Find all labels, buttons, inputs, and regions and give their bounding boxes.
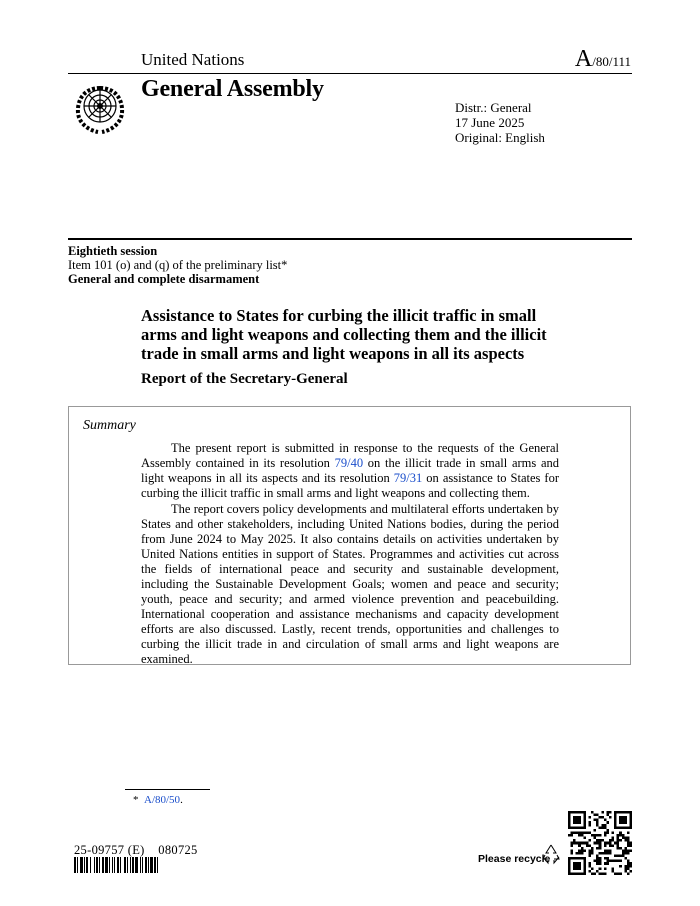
qr-module — [578, 844, 581, 847]
qr-module — [591, 847, 594, 850]
qr-module — [571, 842, 574, 845]
qr-finder — [619, 816, 627, 824]
qr-module — [624, 839, 627, 842]
qr-module — [629, 842, 632, 845]
qr-module — [576, 842, 579, 845]
qr-module — [604, 831, 607, 834]
qr-module — [571, 849, 574, 852]
qr-module — [604, 852, 607, 855]
qr-module — [599, 844, 602, 847]
qr-module — [571, 834, 574, 837]
qr-module — [604, 842, 607, 845]
qr-module — [596, 862, 599, 865]
qr-module — [629, 849, 632, 852]
qr-module — [576, 852, 579, 855]
qr-finder — [573, 816, 581, 824]
recycle-label: Please recycle — [478, 853, 551, 865]
qr-module — [596, 821, 599, 824]
qr-module — [599, 867, 602, 870]
qr-module — [588, 831, 591, 834]
qr-module — [606, 814, 609, 817]
distribution-info — [455, 100, 532, 130]
qr-module — [583, 831, 586, 834]
qr-module — [596, 839, 599, 842]
qr-module — [596, 814, 599, 817]
footnote — [133, 794, 183, 806]
summary-text: on assistance to States for curbing the illicit traffic in small arms and light weapons and collecting them. — [141, 471, 560, 500]
document-symbol — [575, 46, 631, 73]
report-subtitle: Report of the Secretary-General — [141, 371, 348, 387]
qr-module — [606, 831, 609, 834]
qr-module — [601, 824, 604, 827]
qr-module — [606, 862, 609, 865]
qr-module — [604, 844, 607, 847]
symbol-suffix: /80/111 — [592, 54, 631, 69]
qr-module — [581, 834, 584, 837]
qr-module — [573, 831, 576, 834]
qr-module — [591, 849, 594, 852]
qr-module — [591, 811, 594, 814]
qr-module — [617, 844, 620, 847]
qr-module — [578, 842, 581, 845]
qr-module — [629, 844, 632, 847]
qr-module — [588, 865, 591, 868]
qr-module — [617, 860, 620, 863]
qr-module — [588, 816, 591, 819]
qr-module — [588, 821, 591, 824]
qr-module — [609, 816, 612, 819]
summary-heading: Summary — [83, 418, 136, 433]
summary-paragraph-2: The report covers policy developments and multilateral efforts undertaken by States and other stakeholders, including United Nations bodies, during the period from June 2024 to May 2025. It also contains details on activities undertaken by United Nations entities in support of States. Programmes and activities cut across the fields of international peace and security and sustainable development, including the Sustainable Development Goals; women and peace and security; youth, peace and security; and armed violence prevention and peacebuilding. International cooperation and assistance mechanisms and capacity development efforts are also discussed. Lastly, recent trends, opportunities and challenges to curbing the illicit trade in and circulation of small arms and light weapons are examined. — [141, 502, 559, 666]
qr-module — [594, 837, 597, 840]
qr-module — [624, 847, 627, 850]
summary-paragraph-1 — [141, 441, 559, 501]
qr-module — [596, 855, 599, 858]
qr-module — [619, 872, 622, 875]
qr-module — [604, 819, 607, 822]
qr-module — [573, 839, 576, 842]
qr-module — [622, 852, 625, 855]
report-title: Assistance to States for curbing the illicit traffic in small arms and light weapons and collecting them and the illicit trade in small arms and light weapons in all its aspects — [141, 306, 547, 363]
qr-module — [624, 870, 627, 873]
qr-module — [573, 842, 576, 845]
qr-module — [619, 855, 622, 858]
qr-module — [627, 852, 630, 855]
issue-date: 17 June 2025 — [455, 115, 525, 130]
summary-text: on the illicit trade in small arms and light weapons in all its aspects and its resolution — [141, 456, 559, 485]
qr-module — [617, 834, 620, 837]
document-number: 25-09757 (E) 080725 — [74, 843, 198, 857]
symbol-prefix: A — [574, 46, 593, 72]
qr-module — [627, 842, 630, 845]
qr-module — [588, 824, 591, 827]
qr-module — [627, 844, 630, 847]
qr-module — [606, 811, 609, 814]
qr-module — [622, 849, 625, 852]
qr-module — [609, 849, 612, 852]
qr-module — [578, 834, 581, 837]
qr-module — [571, 852, 574, 855]
qr-module — [622, 855, 625, 858]
qr-module — [612, 867, 615, 870]
qr-module — [609, 839, 612, 842]
qr-module — [627, 860, 630, 863]
qr-module — [601, 872, 604, 875]
qr-module — [599, 834, 602, 837]
qr-module — [617, 839, 620, 842]
qr-module — [594, 819, 597, 822]
qr-module — [617, 837, 620, 840]
qr-module — [581, 842, 584, 845]
agenda-item: Item 101 (o) and (q) of the preliminary list* — [68, 258, 288, 272]
qr-module — [619, 860, 622, 863]
qr-module — [596, 819, 599, 822]
resolution-link-79-40[interactable]: 79/40 — [334, 456, 364, 470]
qr-module — [627, 849, 630, 852]
qr-module — [604, 857, 607, 860]
qr-module — [594, 834, 597, 837]
distribution-line: Distr.: General — [455, 100, 532, 115]
qr-module — [627, 865, 630, 868]
qr-module — [586, 844, 589, 847]
qr-module — [619, 831, 622, 834]
qr-module — [617, 872, 620, 875]
qr-module — [622, 837, 625, 840]
qr-module — [586, 842, 589, 845]
qr-module — [627, 872, 630, 875]
qr-module — [596, 860, 599, 863]
qr-module — [599, 852, 602, 855]
qr-code-icon — [568, 811, 632, 875]
qr-module — [617, 855, 620, 858]
barcode — [74, 857, 194, 873]
qr-module — [619, 834, 622, 837]
organ-title: General Assembly — [141, 76, 324, 102]
qr-module — [609, 860, 612, 863]
qr-module — [588, 870, 591, 873]
qr-module — [583, 842, 586, 845]
qr-module — [627, 867, 630, 870]
qr-module — [588, 844, 591, 847]
qr-module — [594, 842, 597, 845]
qr-module — [588, 839, 591, 842]
qr-module — [591, 867, 594, 870]
qr-module — [601, 852, 604, 855]
qr-module — [601, 816, 604, 819]
qr-module — [604, 862, 607, 865]
qr-module — [624, 867, 627, 870]
qr-module — [604, 867, 607, 870]
qr-finder — [573, 862, 581, 870]
qr-module — [571, 844, 574, 847]
qr-module — [596, 834, 599, 837]
session-name: Eightieth session — [68, 244, 158, 258]
qr-module — [604, 826, 607, 829]
qr-module — [612, 839, 615, 842]
qr-module — [571, 831, 574, 834]
qr-module — [581, 831, 584, 834]
qr-module — [612, 860, 615, 863]
qr-module — [619, 839, 622, 842]
qr-module — [617, 842, 620, 845]
qr-module — [614, 842, 617, 845]
qr-module — [606, 821, 609, 824]
qr-module — [599, 862, 602, 865]
qr-module — [581, 849, 584, 852]
qr-module — [612, 870, 615, 873]
qr-module — [606, 860, 609, 863]
qr-module — [629, 862, 632, 865]
qr-module — [599, 860, 602, 863]
recycle-icon — [540, 843, 562, 865]
qr-module — [612, 837, 615, 840]
qr-module — [594, 860, 597, 863]
un-emblem-icon — [70, 78, 130, 138]
qr-module — [601, 826, 604, 829]
qr-module — [622, 834, 625, 837]
qr-module — [624, 849, 627, 852]
footnote-marker: * — [133, 794, 139, 806]
qr-module — [601, 839, 604, 842]
qr-module — [591, 872, 594, 875]
qr-module — [588, 852, 591, 855]
qr-module — [606, 829, 609, 832]
qr-module — [596, 824, 599, 827]
qr-module — [596, 847, 599, 850]
qr-module — [627, 831, 630, 834]
qr-module — [609, 852, 612, 855]
qr-module — [604, 872, 607, 875]
qr-module — [594, 872, 597, 875]
qr-module — [583, 837, 586, 840]
qr-module — [609, 844, 612, 847]
barcode-bar — [158, 857, 160, 873]
qr-module — [583, 849, 586, 852]
qr-module — [604, 834, 607, 837]
footnote-end: . — [180, 794, 183, 806]
qr-module — [578, 852, 581, 855]
qr-module — [619, 865, 622, 868]
qr-module — [614, 872, 617, 875]
qr-module — [624, 837, 627, 840]
agenda-topic: General and complete disarmament — [68, 272, 260, 286]
qr-module — [627, 839, 630, 842]
qr-module — [586, 831, 589, 834]
qr-module — [624, 857, 627, 860]
qr-module — [606, 849, 609, 852]
qr-module — [617, 847, 620, 850]
qr-module — [629, 870, 632, 873]
qr-module — [606, 852, 609, 855]
summary-text: The present report is submitted in response to the requests of the General Assembly contained in its resolution — [141, 441, 559, 470]
resolution-link-79-31[interactable]: 79/31 — [393, 471, 423, 485]
footnote-rule — [125, 789, 210, 790]
qr-module — [624, 865, 627, 868]
qr-module — [609, 842, 612, 845]
qr-module — [604, 849, 607, 852]
qr-module — [627, 862, 630, 865]
qr-module — [596, 857, 599, 860]
qr-module — [612, 831, 615, 834]
qr-module — [606, 857, 609, 860]
qr-module — [599, 842, 602, 845]
qr-module — [624, 852, 627, 855]
qr-module — [581, 852, 584, 855]
qr-module — [594, 814, 597, 817]
qr-module — [588, 849, 591, 852]
qr-module — [576, 831, 579, 834]
qr-module — [578, 849, 581, 852]
qr-module — [627, 837, 630, 840]
qr-module — [614, 860, 617, 863]
qr-module — [606, 842, 609, 845]
qr-module — [599, 872, 602, 875]
qr-module — [601, 811, 604, 814]
qr-module — [599, 816, 602, 819]
qr-module — [578, 831, 581, 834]
qr-module — [596, 842, 599, 845]
qr-module — [588, 862, 591, 865]
qr-module — [599, 857, 602, 860]
qr-module — [568, 834, 571, 837]
header-rule — [68, 73, 632, 74]
qr-module — [614, 855, 617, 858]
qr-module — [599, 826, 602, 829]
qr-module — [609, 811, 612, 814]
qr-module — [591, 852, 594, 855]
qr-module — [612, 844, 615, 847]
session-block — [68, 244, 287, 286]
qr-module — [599, 847, 602, 850]
qr-module — [596, 870, 599, 873]
qr-module — [599, 839, 602, 842]
original-language: Original: English — [455, 130, 545, 145]
qr-module — [591, 834, 594, 837]
qr-module — [629, 865, 632, 868]
organization-name: United Nations — [141, 50, 245, 69]
session-rule — [68, 238, 632, 240]
qr-module — [581, 847, 584, 850]
qr-module — [619, 847, 622, 850]
qr-module — [588, 855, 591, 858]
qr-module — [594, 829, 597, 832]
qr-module — [604, 824, 607, 827]
footnote-link[interactable]: A/80/50 — [144, 794, 181, 806]
